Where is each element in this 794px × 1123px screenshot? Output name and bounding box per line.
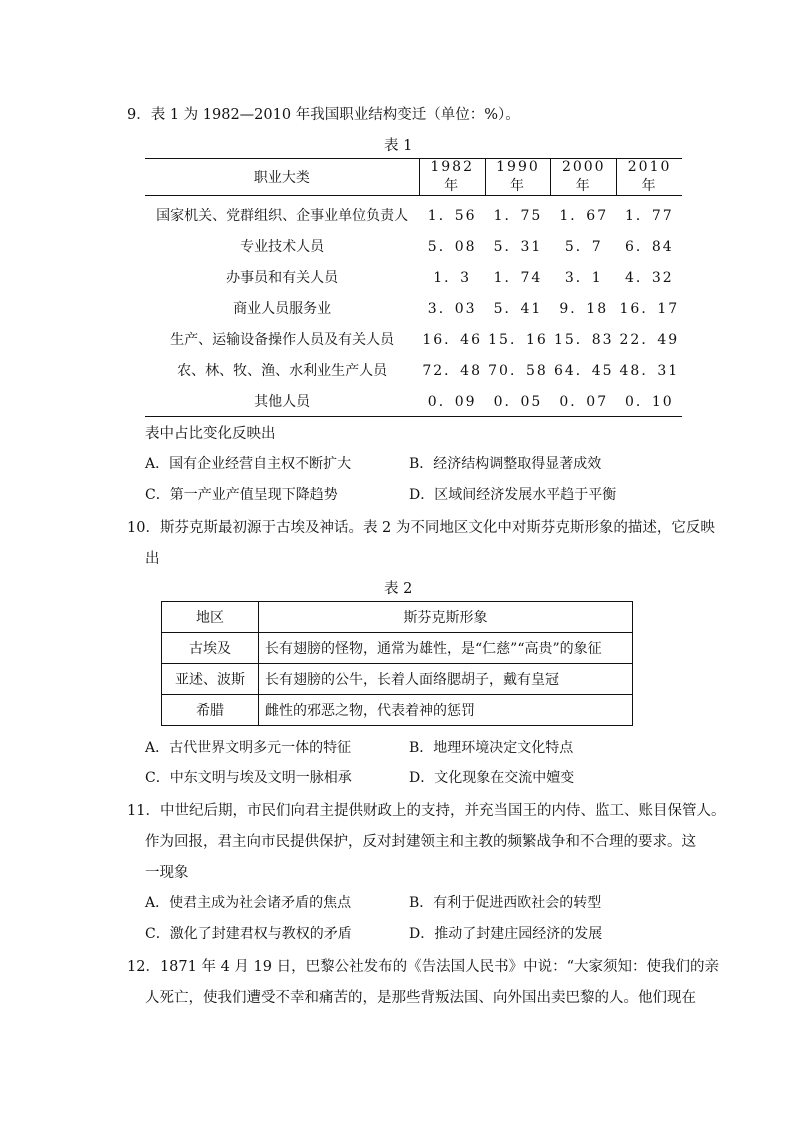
table1-header-2000: 2000 年 [551,159,617,196]
table1-header-row [145,159,682,196]
q11-stem-line2: 作为回报，君主向市民提供保护，反对封建领主和主教的频繁战争和不合理的要求。这 [145,834,696,850]
table-cell: 亚述、波斯 [162,664,259,695]
table-cell: 15．83 [553,331,614,348]
q11-option-b: B．有利于促进西欧社会的转型 [409,895,602,911]
table-cell: 3．03 [427,300,477,317]
table-cell: 1．74 [493,269,543,286]
q11-option-c: C．激化了封建君权与教权的矛盾 [145,926,352,942]
table-cell: 办事员和有关人员 [226,269,339,286]
table-row [145,323,682,354]
table1-header-category: 职业大类 [145,159,419,196]
table-cell: 0．07 [551,385,617,417]
table-cell: 70．58 [488,362,548,379]
table1-header-1982: 1982 年 [419,159,485,196]
table-row [145,196,682,231]
table-cell: 雌性的邪恶之物，代表着神的惩罚 [259,695,633,726]
table-cell: 22．49 [619,331,680,348]
table-row [162,633,633,664]
table-row [145,230,682,261]
table-row [145,385,682,417]
table-cell: 5．08 [427,238,477,255]
q10-option-a: A．古代世界文明多元一体的特征 [145,740,352,756]
q9-option-a: A．国有企业经营自主权不断扩大 [145,456,352,472]
table-cell: 商业人员服务业 [233,300,332,317]
table2-header-region: 地区 [162,602,259,633]
table-row [162,664,633,695]
table2 [161,601,633,726]
table-cell: 5．7 [564,238,603,255]
table-cell: 5．31 [493,238,543,255]
table-cell: 4．32 [624,269,674,286]
table-cell: 3．1 [564,269,603,286]
table2-header-image: 斯芬克斯形象 [259,602,633,633]
table2-caption: 表 2 [384,581,413,597]
table-cell: 1．77 [624,207,674,224]
table-row [145,261,682,292]
q9-option-d: D．区域间经济发展水平趋于平衡 [409,487,617,503]
table1 [145,158,682,417]
q9-stem: 9．表 1 为 1982—2010 年我国职业结构变迁（单位：%）。 [127,107,520,123]
table-cell: 长有翅膀的公牛，长着人面络腮胡子，戴有皇冠 [259,664,633,695]
q10-option-d: D．文化现象在交流中嬗变 [409,770,575,786]
table-cell: 国家机关、党群组织、企事业单位负责人 [156,207,409,224]
q11-option-a: A．使君主成为社会诸矛盾的焦点 [145,895,352,911]
q9-option-b: B．经济结构调整取得显著成效 [409,456,602,472]
q11-stem-line1: 11．中世纪后期，市民们向君主提供财政上的支持，并充当国王的内侍、监工、账目保管人。 [127,803,726,819]
table-cell: 希腊 [162,695,259,726]
table-cell: 0．09 [419,385,485,417]
table-cell: 专业技术人员 [240,238,325,255]
table-cell: 古埃及 [162,633,259,664]
table-cell: 1．67 [559,207,609,224]
table-cell: 48．31 [619,362,680,379]
table-cell: 6．84 [624,238,674,255]
table-cell: 0．05 [485,385,551,417]
q11-option-d: D．推动了封建庄园经济的发展 [409,926,603,942]
table-cell: 72．48 [422,362,482,379]
table-cell: 生产、运输设备操作人员及有关人员 [170,331,395,348]
q9-followup: 表中占比变化反映出 [145,426,276,442]
q11-stem-line3: 一现象 [145,865,189,881]
table-cell: 9．18 [559,300,609,317]
table-cell: 16．46 [422,331,482,348]
table-cell: 其他人员 [145,385,419,417]
q10-option-b: B．地理环境决定文化特点 [409,740,574,756]
q12-stem-line1: 12．1871 年 4 月 19 日，巴黎公社发布的《告法国人民书》中说：“大家须知：使我们的亲 [127,959,719,975]
table-cell: 农、林、牧、渔、水利业生产人员 [177,362,388,379]
table1-caption: 表 1 [384,138,413,154]
table-row [145,354,682,385]
q12-stem-line2: 人死亡，使我们遭受不幸和痛苦的，是那些背叛法国、向外国出卖巴黎的人。他们现在 [145,990,696,1006]
table-row [162,695,633,726]
table-cell: 0．10 [617,385,682,417]
table-cell: 15．16 [488,331,548,348]
q9-option-c: C．第一产业产值呈现下降趋势 [145,487,338,503]
table-cell: 1．56 [427,207,477,224]
table-cell: 1．75 [493,207,543,224]
table1-header-2010: 2010 年 [617,159,682,196]
table-cell: 16．17 [619,300,680,317]
table1-header-1990: 1990 年 [485,159,551,196]
table-cell: 长有翅膀的怪物，通常为雄性，是“仁慈”“高贵”的象征 [259,633,633,664]
q10-stem-line1: 10．斯芬克斯最初源于古埃及神话。表 2 为不同地区文化中对斯芬克斯形象的描述，它反映 [127,520,715,536]
table2-header-row [162,602,633,633]
table-cell: 64．45 [553,362,614,379]
table-row [145,292,682,323]
table-cell: 1．3 [433,269,472,286]
q10-stem-line2: 出 [145,551,160,567]
table-cell: 5．41 [493,300,543,317]
q10-option-c: C．中东文明与埃及文明一脉相承 [145,770,352,786]
